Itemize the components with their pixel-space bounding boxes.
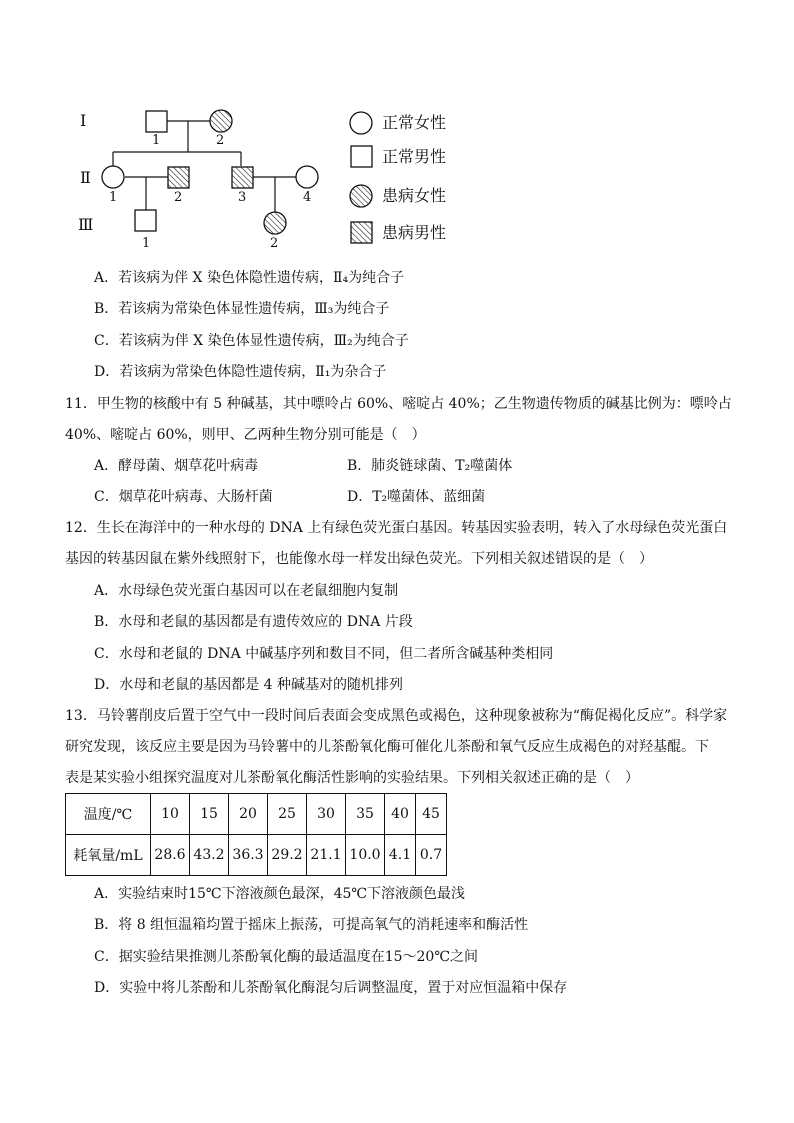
table-cell: 40 — [385, 794, 416, 835]
q12-option-c[interactable]: C．水母和老鼠的 DNA 中碱基序列和数目不同，但二者所含碱基种类相同 — [94, 646, 554, 662]
generation-label-III: Ⅲ — [78, 215, 94, 234]
pedigree-III2-affected-female — [264, 212, 286, 234]
table-cell: 0.7 — [416, 835, 447, 876]
generation-label-II: Ⅱ — [80, 168, 91, 187]
legend-affected-male-symbol — [351, 222, 372, 243]
table-row — [66, 794, 447, 835]
table-cell: 20 — [229, 794, 268, 835]
legend-normal-male: 正常男性 — [382, 147, 447, 166]
individual-number: 1 — [109, 190, 118, 205]
individual-number: 1 — [142, 236, 151, 251]
q11-stem-line1: 11．甲生物的核酸中有 5 种碱基，其中嘌呤占 60%、嘧啶占 40%；乙生物遗传物质的碱基比例为：嘌呤占 — [65, 396, 732, 412]
table-cell: 43.2 — [190, 835, 229, 876]
table-cell: 21.1 — [307, 835, 346, 876]
pedigree-II2-affected-male — [168, 167, 189, 188]
table-cell: 35 — [346, 794, 385, 835]
individual-number: 2 — [174, 190, 183, 205]
individual-number: 2 — [270, 236, 279, 251]
q11-option-c[interactable]: C．烟草花叶病毒、大肠杆菌 — [94, 489, 273, 505]
q11-stem-line2: 40%、嘧啶占 60%，则甲、乙两种生物分别可能是（ ） — [65, 427, 426, 443]
q11-option-b[interactable]: B．肺炎链球菌、T₂噬菌体 — [347, 458, 513, 474]
table-header-temperature: 温度/℃ — [66, 794, 151, 835]
q11-option-a[interactable]: A．酵母菌、烟草花叶病毒 — [94, 458, 259, 474]
q13-option-a[interactable]: A．实验结束时15℃下溶液颜色最深，45℃下溶液颜色最浅 — [94, 886, 466, 902]
table-cell: 45 — [416, 794, 447, 835]
generation-label-I: Ⅰ — [80, 111, 87, 130]
table-cell: 30 — [307, 794, 346, 835]
table-cell: 10 — [151, 794, 190, 835]
legend-normal-female: 正常女性 — [382, 113, 447, 132]
pedigree-I1-normal-male — [146, 111, 167, 132]
table-cell: 28.6 — [151, 835, 190, 876]
q10-option-d[interactable]: D．若该病为常染色体隐性遗传病，Ⅱ₁为杂合子 — [94, 364, 387, 380]
q10-option-c[interactable]: C．若该病为伴 X 染色体显性遗传病，Ⅲ₂为纯合子 — [94, 333, 409, 349]
q13-stem-line2: 研究发现，该反应主要是因为马铃薯中的儿茶酚氧化酶可催化儿茶酚和氧气反应生成褐色的对羟基醌。下 — [65, 739, 709, 755]
q13-option-b[interactable]: B．将 8 组恒温箱均置于摇床上振荡，可提高氧气的消耗速率和酶活性 — [94, 917, 529, 933]
q10-option-b[interactable]: B．若该病为常染色体显性遗传病，Ⅲ₃为纯合子 — [94, 301, 390, 317]
table-cell: 25 — [268, 794, 307, 835]
legend-affected-male: 患病男性 — [382, 223, 447, 242]
pedigree-II1-normal-female — [102, 166, 124, 188]
q13-option-d[interactable]: D．实验中将儿茶酚和儿茶酚氧化酶混匀后调整温度，置于对应恒温箱中保存 — [94, 980, 568, 996]
legend-normal-male-symbol — [351, 146, 372, 167]
pedigree-II4-normal-female — [296, 166, 318, 188]
q13-stem-line1: 13．马铃薯削皮后置于空气中一段时间后表面会变成黑色或褐色，这种现象被称为“酶促褐化反应”。科学家 — [65, 708, 728, 724]
q10-option-a[interactable]: A．若该病为伴 X 染色体隐性遗传病，Ⅱ₄为纯合子 — [94, 270, 405, 286]
individual-number: 2 — [216, 133, 225, 148]
q12-stem-line1: 12．生长在海洋中的一种水母的 DNA 上有绿色荧光蛋白基因。转基因实验表明，转入了水母绿色荧光蛋白 — [65, 520, 728, 536]
pedigree-I2-affected-female — [210, 110, 232, 132]
q11-option-d[interactable]: D．T₂噬菌体、蓝细菌 — [347, 489, 486, 505]
table-cell: 29.2 — [268, 835, 307, 876]
q13-option-c[interactable]: C．据实验结果推测儿茶酚氧化酶的最适温度在15～20℃之间 — [94, 949, 479, 965]
q12-stem-line2: 基因的转基因鼠在紫外线照射下，也能像水母一样发出绿色荧光。下列相关叙述错误的是（ ） — [65, 551, 653, 567]
pedigree-III1-normal-male — [135, 210, 156, 231]
individual-number: 3 — [238, 190, 247, 205]
q13-stem-line3: 表是某实验小组探究温度对儿茶酚氧化酶活性影响的实验结果。下列相关叙述正确的是（ ） — [65, 770, 639, 786]
individual-number: 1 — [152, 133, 161, 148]
table-cell: 4.1 — [385, 835, 416, 876]
legend-normal-female-symbol — [350, 112, 372, 134]
individual-number: 4 — [303, 190, 312, 205]
q12-option-d[interactable]: D．水母和老鼠的基因都是 4 种碱基对的随机排列 — [94, 677, 404, 693]
pedigree-II3-affected-male — [232, 167, 253, 188]
table-cell: 36.3 — [229, 835, 268, 876]
table-cell: 10.0 — [346, 835, 385, 876]
legend-affected-female: 患病女性 — [382, 186, 447, 205]
legend-affected-female-symbol — [350, 185, 372, 207]
q12-option-a[interactable]: A．水母绿色荧光蛋白基因可以在老鼠细胞内复制 — [94, 583, 399, 599]
table-row — [66, 835, 447, 876]
table-cell: 15 — [190, 794, 229, 835]
q12-option-b[interactable]: B．水母和老鼠的基因都是有遗传效应的 DNA 片段 — [94, 614, 413, 630]
q13-data-table — [65, 793, 447, 876]
table-header-oxygen: 耗氧量/mL — [66, 835, 151, 876]
